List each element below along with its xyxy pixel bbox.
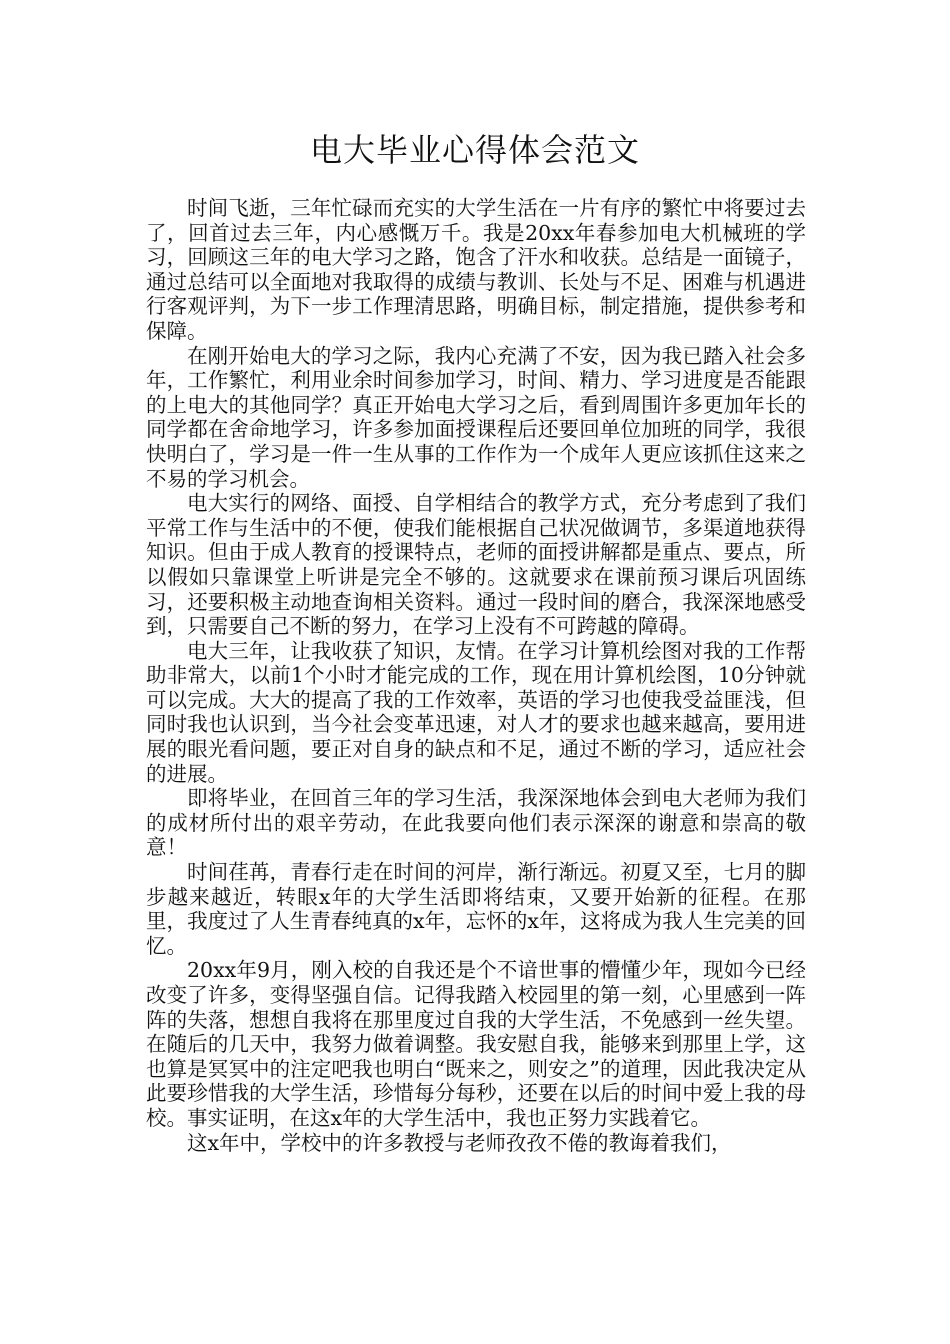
paragraph: 时间荏苒，青春行走在时间的河岸，渐行渐远。初夏又至，七月的脚步越来越近，转眼x年的大学生活即将结束，又要开始新的征程。在那里，我度过了人生青春纯真的x年，忘怀的x年，这将成为我人生完美的回忆。 [146,860,806,958]
document-title: 电大毕业心得体会范文 [309,131,640,169]
paragraph: 在刚开始电大的学习之际，我内心充满了不安，因为我已踏入社会多年，工作繁忙，利用业余时间参加学习，时间、精力、学习进度是否能跟的上电大的其他同学？真正开始电大学习之后，看到周围许多更加年长的同学都在舍命地学习，许多参加面授课程后还要回单位加班的同学，我很快明白了，学习是一件一生从事的工作作为一个成年人更应该抓住这来之不易的学习机会。 [146,343,806,491]
paragraph: 20xx年9月，刚入校的自我还是个不谙世事的懵懂少年，现如今已经改变了许多，变得坚强自信。记得我踏入校园里的第一刻，心里感到一阵阵的失落，想想自我将在那里度过自我的大学生活，不免感到一丝失望。在随后的几天中，我努力做着调整。我安慰自我，能够来到那里上学，这也算是冥冥中的注定吧我也明白“既来之，则安之”的道理，因此我决定从此要珍惜我的大学生活，珍惜每分每秒，还要在以后的时间中爱上我的母校。事实证明，在这x年的大学生活中，我也正努力实践着它。 [146,958,806,1130]
paragraph: 电大三年，让我收获了知识，友情。在学习计算机绘图对我的工作帮助非常大，以前1个小时才能完成的工作，现在用计算机绘图，10分钟就可以完成。大大的提高了我的工作效率，英语的学习也使我受益匪浅，但同时我也认识到，当今社会变革迅速，对人才的要求也越来越高，要用进展的眼光看问题，要正对自身的缺点和不足，通过不断的学习，适应社会的进展。 [146,638,806,786]
paragraph: 这x年中，学校中的许多教授与老师孜孜不倦的教诲着我们， [187,1130,732,1155]
document-body [146,196,806,1155]
paragraph: 即将毕业，在回首三年的学习生活，我深深地体会到电大老师为我们的成材所付出的艰辛劳动，在此我要向他们表示深深的谢意和崇高的敬意！ [146,786,806,860]
paragraph: 电大实行的网络、面授、自学相结合的教学方式，充分考虑到了我们平常工作与生活中的不便，使我们能根据自己状况做调节，多渠道地获得知识。但由于成人教育的授课特点，老师的面授讲解都是重点、要点，所以假如只靠课堂上听讲是完全不够的。这就要求在课前预习课后巩固练习，还要积极主动地查询相关资料。通过一段时间的磨合，我深深地感受到，只需要自己不断的努力，在学习上没有不可跨越的障碍。 [146,491,806,639]
paragraph: 时间飞逝，三年忙碌而充实的大学生活在一片有序的繁忙中将要过去了，回首过去三年，内心感慨万千。我是20xx年春参加电大机械班的学习，回顾这三年的电大学习之路，饱含了汗水和收获。总结是一面镜子，通过总结可以全面地对我取得的成绩与教训、长处与不足、困难与机遇进行客观评判，为下一步工作理清思路，明确目标，制定措施，提供参考和保障。 [146,196,806,343]
